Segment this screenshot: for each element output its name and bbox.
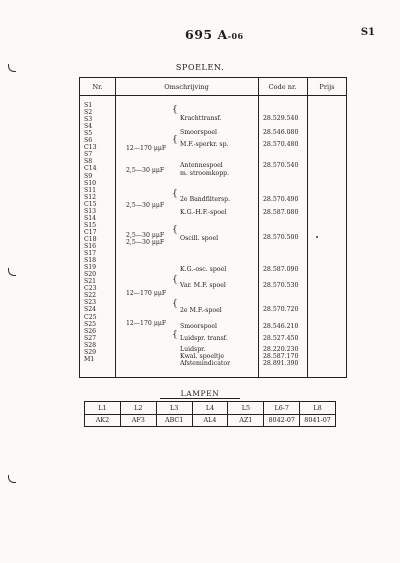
code-smoorspoel-2: 28.546.210 (263, 323, 299, 330)
model-suffix: -06 (227, 31, 244, 41)
nr-cell: S12 (84, 193, 97, 201)
nr-cell: S8 (84, 158, 93, 166)
nr-cell: C17 (84, 228, 97, 236)
code-antennespoel: 28.570.540 (263, 162, 299, 169)
desc-var-mf-spoel: Var. M.F. spoel (180, 282, 226, 289)
value-c13: 12—170 μμF (126, 145, 167, 152)
nr-cell: S15 (84, 221, 97, 229)
lamp-column (192, 402, 228, 426)
nr-cell: S7 (84, 151, 93, 159)
sheet-number: S1 (360, 27, 375, 38)
value-c18: 2,5—30 μμF (126, 239, 165, 246)
nr-cell: S10 (84, 179, 97, 187)
lamp-position: L8 (313, 403, 322, 412)
spoelen-title: SPOELEN. (175, 63, 225, 72)
nr-cell: S6 (84, 137, 93, 145)
desc-luidspr-transf: Luidspr. transf. (180, 335, 228, 342)
brace-mark: { (172, 225, 178, 235)
nr-cell: S3 (84, 116, 93, 124)
nr-cell: C14 (84, 165, 97, 173)
code-afstemindicator: 28.891.390 (263, 360, 299, 367)
lamp-type: ABC1 (157, 414, 192, 427)
brace-mark: { (172, 299, 178, 309)
code-luidspr: 28.220.230 (263, 346, 299, 353)
desc-kwal-spoeltje: Kwal. spoeltje (180, 353, 225, 360)
nr-cell: S27 (84, 334, 97, 342)
spoelen-table (79, 77, 347, 378)
nr-cell: S20 (84, 271, 97, 279)
nr-cell: S9 (84, 172, 93, 180)
nr-cell: S5 (84, 130, 93, 138)
lamp-position: L6-7 (274, 403, 289, 412)
lamp-position: L2 (134, 403, 143, 412)
lamp-column (263, 402, 299, 426)
lamp-column (85, 402, 120, 426)
code-smoorspoel-1: 28.546.080 (263, 129, 299, 136)
brace-mark: { (172, 275, 178, 285)
nr-cell: C25 (84, 313, 97, 321)
nr-cell: S22 (84, 292, 97, 300)
lampen-table (84, 401, 336, 427)
lamp-column (156, 402, 192, 426)
code-var-mf-spoel: 28.570.530 (263, 282, 299, 289)
desc-krachttransf: Krachttransf. (180, 115, 222, 122)
code-luidspr-transf: 28.527.450 (263, 335, 299, 342)
nr-cell: S11 (84, 186, 97, 194)
nr-cell: S16 (84, 243, 97, 250)
nr-cell: C18 (84, 235, 97, 243)
code-2e-mf-spoel: 28.570.720 (263, 306, 299, 313)
nr-cell: S1 (84, 102, 93, 109)
value-c15: 2,5—30 μμF (126, 202, 165, 209)
nr-cell: S26 (84, 327, 97, 335)
code-mf-sperkring: 28.570.480 (263, 141, 299, 148)
binder-mark-middle (8, 268, 16, 276)
lamp-type: AL4 (193, 414, 228, 427)
nr-cell: S25 (84, 320, 97, 328)
nr-cell: C15 (84, 200, 97, 208)
lamp-column (227, 402, 263, 426)
code-kwal-spoeltje: 28.587.170 (263, 353, 299, 360)
desc-afstemindicator: Afstemindicator (180, 360, 231, 367)
nr-cell: S21 (84, 278, 97, 286)
code-oscill-spoel: 28.570.500 (263, 234, 299, 241)
nr-cell: S23 (84, 299, 97, 307)
col-header-nr: Nr. (92, 83, 103, 91)
lamp-position: L1 (98, 403, 107, 412)
col-header-prijs: Prijs (319, 83, 335, 91)
col-header-omschrijving: Omschrijving (164, 83, 209, 91)
nr-cell: S4 (84, 123, 93, 131)
code-krachttransf: 28.529.540 (263, 115, 299, 122)
brace-mark: { (172, 135, 178, 145)
nr-cell: S2 (84, 109, 93, 117)
nr-cell: S29 (84, 348, 97, 356)
nr-cell: S14 (84, 214, 97, 222)
lamp-column (299, 402, 335, 426)
desc-oscill-spoel: Oscill. spoel (180, 235, 219, 242)
value-c23: 12—170 μμF (126, 290, 167, 297)
nr-cell: C23 (84, 285, 97, 293)
nr-cell: S19 (84, 264, 97, 272)
lampen-title-rule (160, 398, 240, 399)
nr-cell: S24 (84, 306, 97, 314)
desc-luidspr: Luidspr. (180, 346, 206, 353)
col-header-code: Code nr. (268, 83, 297, 91)
desc-kg-hf-spoel: K.G.-H.F.-spoel (180, 209, 227, 216)
brace-mark: { (172, 330, 178, 340)
value-c25: 12—170 μμF (126, 320, 167, 327)
desc-kg-osc-spoel: K.G.-osc. spoel (180, 266, 227, 273)
ink-speck (316, 236, 318, 238)
binder-mark-bottom (8, 475, 16, 483)
value-c14: 2,5—30 μμF (126, 167, 165, 174)
desc-mf-sperkring: M.F.-sperkr. sp. (180, 141, 229, 148)
code-kg-hf-spoel: 28.587.080 (263, 209, 299, 216)
lampen-title: LAMPEN (180, 389, 220, 398)
desc-antennespoel: Antennespoel (180, 162, 223, 169)
desc-smoorspoel-1: Smoorspoel (180, 129, 218, 136)
lamp-position: L4 (205, 403, 215, 412)
code-bandfilter: 28.570.490 (263, 196, 299, 203)
brace-mark: { (172, 189, 178, 199)
nr-cell: S28 (84, 341, 97, 349)
lamp-type: 8041-07 (300, 414, 335, 427)
code-kg-osc-spoel: 28.587.090 (263, 266, 299, 273)
desc-stroomkopp: m. stroomkopp. (180, 170, 230, 177)
lamp-position: L5 (241, 403, 251, 412)
lamp-type: AK2 (85, 414, 120, 427)
desc-smoorspoel-2: Smoorspoel (180, 323, 218, 330)
lamp-position: L3 (169, 403, 179, 412)
lamp-column (120, 402, 156, 426)
value-c17: 2,5—30 μμF (126, 232, 165, 239)
desc-bandfilter: 2e Bandfiltersp. (180, 196, 231, 203)
model-main: 695 A (185, 27, 228, 42)
lamp-type: 8042-07 (264, 414, 299, 427)
nr-cell: M1 (84, 355, 95, 363)
nr-cell: S13 (84, 207, 97, 215)
lamp-type: AF3 (121, 414, 156, 427)
nr-cell: S17 (84, 250, 97, 258)
nr-cell: S18 (84, 257, 97, 265)
model-number (185, 27, 244, 42)
lamp-type: AZ1 (228, 414, 263, 427)
brace-mark: { (172, 105, 178, 115)
nr-cell: C13 (84, 144, 97, 152)
desc-2e-mf-spoel: 2e M.F.-spoel (180, 307, 222, 314)
